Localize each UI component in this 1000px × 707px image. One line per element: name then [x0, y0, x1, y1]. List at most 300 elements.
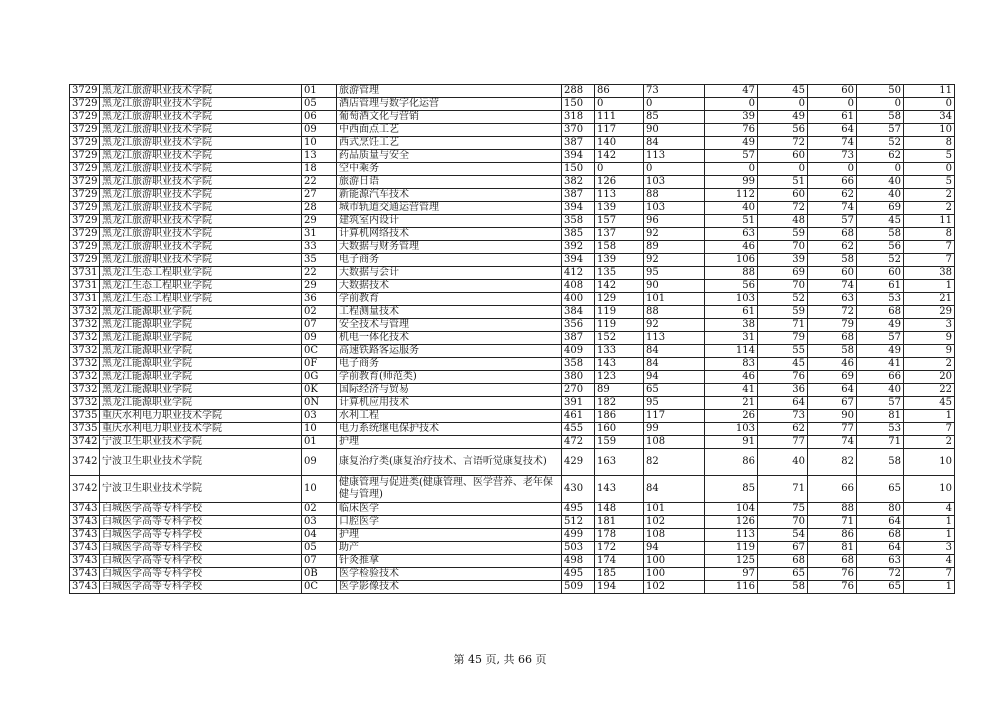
- total-score-cell: 384: [562, 306, 595, 319]
- school-name-cell: 白城医学高等专科学校: [100, 568, 302, 581]
- table-row: [70, 476, 955, 503]
- score-b-cell: 102: [644, 581, 705, 594]
- major-name-cell: 旅游管理: [337, 85, 562, 98]
- school-code-cell: 3743: [70, 542, 100, 555]
- score-c-cell: 91: [705, 436, 758, 449]
- major-code-cell: 10: [302, 476, 337, 503]
- major-code-cell: 0K: [302, 384, 337, 397]
- total-score-cell: 318: [562, 111, 595, 124]
- score-c-cell: 21: [705, 397, 758, 410]
- major-name-cell: 大数据与会计: [337, 267, 562, 280]
- table-row: [70, 189, 955, 202]
- score-b-cell: 0: [644, 98, 705, 111]
- major-name-cell: 葡萄酒文化与营销: [337, 111, 562, 124]
- count-cell: 5: [904, 150, 955, 163]
- table-row: [70, 384, 955, 397]
- table-row: [70, 228, 955, 241]
- score-e-cell: 63: [808, 293, 857, 306]
- major-code-cell: 07: [302, 555, 337, 568]
- score-b-cell: 94: [644, 371, 705, 384]
- school-code-cell: 3743: [70, 581, 100, 594]
- major-name-cell: 康复治疗类(康复治疗技术、言语听觉康复技术): [337, 449, 562, 476]
- score-e-cell: 62: [808, 189, 857, 202]
- table-row: [70, 410, 955, 423]
- score-c-cell: 57: [705, 150, 758, 163]
- total-score-cell: 358: [562, 215, 595, 228]
- score-a-cell: 186: [595, 410, 644, 423]
- school-code-cell: 3743: [70, 503, 100, 516]
- school-name-cell: 白城医学高等专科学校: [100, 581, 302, 594]
- count-cell: 10: [904, 449, 955, 476]
- major-code-cell: 07: [302, 319, 337, 332]
- score-b-cell: 65: [644, 384, 705, 397]
- total-score-cell: 455: [562, 423, 595, 436]
- score-f-cell: 57: [857, 124, 904, 137]
- major-name-cell: 电子商务: [337, 358, 562, 371]
- score-b-cell: 113: [644, 332, 705, 345]
- score-e-cell: 60: [808, 267, 857, 280]
- school-name-cell: 重庆水利电力职业技术学院: [100, 410, 302, 423]
- score-f-cell: 72: [857, 568, 904, 581]
- score-e-cell: 68: [808, 228, 857, 241]
- table-row: [70, 449, 955, 476]
- score-b-cell: 103: [644, 202, 705, 215]
- score-c-cell: 41: [705, 384, 758, 397]
- major-name-cell: 空中乘务: [337, 163, 562, 176]
- count-cell: 5: [904, 176, 955, 189]
- score-e-cell: 82: [808, 449, 857, 476]
- total-score-cell: 499: [562, 529, 595, 542]
- score-f-cell: 63: [857, 555, 904, 568]
- total-score-cell: 387: [562, 137, 595, 150]
- score-a-cell: 126: [595, 176, 644, 189]
- score-e-cell: 68: [808, 555, 857, 568]
- score-e-cell: 66: [808, 476, 857, 503]
- school-name-cell: 黑龙江能源职业学院: [100, 358, 302, 371]
- score-a-cell: 133: [595, 345, 644, 358]
- score-a-cell: 119: [595, 319, 644, 332]
- score-a-cell: 194: [595, 581, 644, 594]
- score-a-cell: 143: [595, 476, 644, 503]
- major-name-cell: 助产: [337, 542, 562, 555]
- score-b-cell: 100: [644, 555, 705, 568]
- score-c-cell: 51: [705, 215, 758, 228]
- score-c-cell: 125: [705, 555, 758, 568]
- score-c-cell: 0: [705, 98, 758, 111]
- score-d-cell: 70: [758, 516, 808, 529]
- score-a-cell: 178: [595, 529, 644, 542]
- score-c-cell: 31: [705, 332, 758, 345]
- major-code-cell: 31: [302, 228, 337, 241]
- school-code-cell: 3743: [70, 555, 100, 568]
- school-code-cell: 3729: [70, 98, 100, 111]
- score-e-cell: 64: [808, 384, 857, 397]
- score-e-cell: 57: [808, 215, 857, 228]
- school-code-cell: 3729: [70, 241, 100, 254]
- score-d-cell: 64: [758, 397, 808, 410]
- school-code-cell: 3732: [70, 384, 100, 397]
- score-f-cell: 0: [857, 98, 904, 111]
- major-name-cell: 学前教育: [337, 293, 562, 306]
- score-f-cell: 58: [857, 111, 904, 124]
- major-code-cell: 35: [302, 254, 337, 267]
- school-code-cell: 3732: [70, 345, 100, 358]
- total-score-cell: 150: [562, 98, 595, 111]
- score-b-cell: 95: [644, 397, 705, 410]
- table-row: [70, 241, 955, 254]
- score-a-cell: 152: [595, 332, 644, 345]
- score-a-cell: 117: [595, 124, 644, 137]
- school-code-cell: 3729: [70, 124, 100, 137]
- major-code-cell: 10: [302, 137, 337, 150]
- school-name-cell: 黑龙江旅游职业技术学院: [100, 111, 302, 124]
- score-c-cell: 97: [705, 568, 758, 581]
- school-name-cell: 黑龙江能源职业学院: [100, 384, 302, 397]
- school-name-cell: 宁波卫生职业技术学院: [100, 436, 302, 449]
- score-c-cell: 49: [705, 137, 758, 150]
- major-name-cell: 计算机网络技术: [337, 228, 562, 241]
- score-a-cell: 159: [595, 436, 644, 449]
- score-a-cell: 148: [595, 503, 644, 516]
- school-code-cell: 3731: [70, 293, 100, 306]
- count-cell: 20: [904, 371, 955, 384]
- score-a-cell: 172: [595, 542, 644, 555]
- score-f-cell: 64: [857, 516, 904, 529]
- score-c-cell: 99: [705, 176, 758, 189]
- school-code-cell: 3732: [70, 371, 100, 384]
- admission-score-table: [69, 84, 955, 594]
- total-score-cell: 150: [562, 163, 595, 176]
- score-b-cell: 108: [644, 529, 705, 542]
- score-a-cell: 143: [595, 358, 644, 371]
- score-d-cell: 62: [758, 423, 808, 436]
- score-b-cell: 84: [644, 476, 705, 503]
- total-score-cell: 385: [562, 228, 595, 241]
- score-e-cell: 58: [808, 254, 857, 267]
- score-a-cell: 123: [595, 371, 644, 384]
- table-row: [70, 124, 955, 137]
- score-d-cell: 54: [758, 529, 808, 542]
- score-d-cell: 40: [758, 449, 808, 476]
- score-f-cell: 53: [857, 293, 904, 306]
- score-e-cell: 77: [808, 423, 857, 436]
- score-d-cell: 45: [758, 85, 808, 98]
- score-c-cell: 86: [705, 449, 758, 476]
- score-d-cell: 76: [758, 371, 808, 384]
- score-c-cell: 114: [705, 345, 758, 358]
- score-e-cell: 68: [808, 332, 857, 345]
- score-f-cell: 57: [857, 332, 904, 345]
- school-name-cell: 黑龙江旅游职业技术学院: [100, 228, 302, 241]
- school-name-cell: 黑龙江能源职业学院: [100, 345, 302, 358]
- score-b-cell: 85: [644, 111, 705, 124]
- count-cell: 2: [904, 202, 955, 215]
- count-cell: 0: [904, 163, 955, 176]
- score-c-cell: 112: [705, 189, 758, 202]
- major-name-cell: 城市轨道交通运营管理: [337, 202, 562, 215]
- score-e-cell: 81: [808, 542, 857, 555]
- score-b-cell: 94: [644, 542, 705, 555]
- school-name-cell: 黑龙江生态工程职业学院: [100, 267, 302, 280]
- count-cell: 8: [904, 228, 955, 241]
- score-b-cell: 88: [644, 189, 705, 202]
- school-code-cell: 3729: [70, 202, 100, 215]
- score-d-cell: 70: [758, 280, 808, 293]
- score-a-cell: 135: [595, 267, 644, 280]
- count-cell: 0: [904, 98, 955, 111]
- score-c-cell: 83: [705, 358, 758, 371]
- major-name-cell: 学前教育(师范类): [337, 371, 562, 384]
- score-a-cell: 142: [595, 280, 644, 293]
- table-row: [70, 581, 955, 594]
- score-c-cell: 46: [705, 371, 758, 384]
- score-d-cell: 77: [758, 436, 808, 449]
- score-b-cell: 84: [644, 358, 705, 371]
- major-name-cell: 大数据技术: [337, 280, 562, 293]
- score-a-cell: 111: [595, 111, 644, 124]
- score-a-cell: 157: [595, 215, 644, 228]
- score-f-cell: 53: [857, 423, 904, 436]
- score-c-cell: 47: [705, 85, 758, 98]
- score-b-cell: 92: [644, 319, 705, 332]
- score-f-cell: 57: [857, 397, 904, 410]
- score-c-cell: 126: [705, 516, 758, 529]
- major-code-cell: 29: [302, 280, 337, 293]
- score-c-cell: 104: [705, 503, 758, 516]
- school-code-cell: 3732: [70, 306, 100, 319]
- score-a-cell: 163: [595, 449, 644, 476]
- major-name-cell: 药品质量与安全: [337, 150, 562, 163]
- school-name-cell: 白城医学高等专科学校: [100, 542, 302, 555]
- score-c-cell: 56: [705, 280, 758, 293]
- total-score-cell: 512: [562, 516, 595, 529]
- table-row: [70, 202, 955, 215]
- major-code-cell: 0N: [302, 397, 337, 410]
- score-f-cell: 49: [857, 319, 904, 332]
- score-a-cell: 182: [595, 397, 644, 410]
- major-code-cell: 01: [302, 85, 337, 98]
- score-b-cell: 108: [644, 436, 705, 449]
- table-row: [70, 293, 955, 306]
- total-score-cell: 409: [562, 345, 595, 358]
- score-b-cell: 113: [644, 150, 705, 163]
- table-row: [70, 423, 955, 436]
- major-code-cell: 36: [302, 293, 337, 306]
- table-row: [70, 568, 955, 581]
- count-cell: 11: [904, 85, 955, 98]
- score-e-cell: 79: [808, 319, 857, 332]
- major-code-cell: 05: [302, 98, 337, 111]
- score-f-cell: 45: [857, 215, 904, 228]
- score-f-cell: 58: [857, 228, 904, 241]
- score-c-cell: 113: [705, 529, 758, 542]
- score-c-cell: 0: [705, 163, 758, 176]
- score-a-cell: 139: [595, 254, 644, 267]
- major-code-cell: 02: [302, 306, 337, 319]
- score-c-cell: 61: [705, 306, 758, 319]
- count-cell: 2: [904, 358, 955, 371]
- score-b-cell: 99: [644, 423, 705, 436]
- school-code-cell: 3735: [70, 423, 100, 436]
- score-d-cell: 51: [758, 176, 808, 189]
- score-c-cell: 38: [705, 319, 758, 332]
- major-name-cell: 护理: [337, 436, 562, 449]
- page-footer: 第 45 页, 共 66 页: [453, 653, 547, 666]
- major-code-cell: 29: [302, 215, 337, 228]
- score-b-cell: 92: [644, 228, 705, 241]
- count-cell: 8: [904, 137, 955, 150]
- school-code-cell: 3729: [70, 85, 100, 98]
- major-code-cell: 13: [302, 150, 337, 163]
- score-f-cell: 81: [857, 410, 904, 423]
- count-cell: 2: [904, 189, 955, 202]
- major-name-cell: 电子商务: [337, 254, 562, 267]
- score-f-cell: 61: [857, 280, 904, 293]
- count-cell: 10: [904, 124, 955, 137]
- count-cell: 7: [904, 568, 955, 581]
- score-e-cell: 74: [808, 137, 857, 150]
- count-cell: 3: [904, 319, 955, 332]
- score-b-cell: 82: [644, 449, 705, 476]
- school-name-cell: 白城医学高等专科学校: [100, 555, 302, 568]
- score-e-cell: 67: [808, 397, 857, 410]
- score-d-cell: 60: [758, 189, 808, 202]
- score-c-cell: 46: [705, 241, 758, 254]
- score-e-cell: 74: [808, 280, 857, 293]
- score-e-cell: 61: [808, 111, 857, 124]
- major-name-cell: 西式烹饪工艺: [337, 137, 562, 150]
- school-name-cell: 黑龙江旅游职业技术学院: [100, 150, 302, 163]
- school-name-cell: 黑龙江旅游职业技术学院: [100, 137, 302, 150]
- score-b-cell: 90: [644, 124, 705, 137]
- score-d-cell: 45: [758, 358, 808, 371]
- major-name-cell: 高速铁路客运服务: [337, 345, 562, 358]
- major-name-cell: 计算机应用技术: [337, 397, 562, 410]
- school-code-cell: 3732: [70, 397, 100, 410]
- total-score-cell: 382: [562, 176, 595, 189]
- score-f-cell: 49: [857, 345, 904, 358]
- score-e-cell: 66: [808, 176, 857, 189]
- school-code-cell: 3742: [70, 436, 100, 449]
- score-b-cell: 89: [644, 241, 705, 254]
- total-score-cell: 503: [562, 542, 595, 555]
- school-code-cell: 3729: [70, 137, 100, 150]
- score-e-cell: 64: [808, 124, 857, 137]
- major-code-cell: 05: [302, 542, 337, 555]
- score-e-cell: 74: [808, 436, 857, 449]
- school-code-cell: 3729: [70, 215, 100, 228]
- total-score-cell: 358: [562, 358, 595, 371]
- score-f-cell: 60: [857, 267, 904, 280]
- score-c-cell: 119: [705, 542, 758, 555]
- major-name-cell: 口腔医学: [337, 516, 562, 529]
- major-name-cell: 中西面点工艺: [337, 124, 562, 137]
- score-c-cell: 39: [705, 111, 758, 124]
- score-a-cell: 137: [595, 228, 644, 241]
- count-cell: 34: [904, 111, 955, 124]
- school-name-cell: 黑龙江能源职业学院: [100, 306, 302, 319]
- school-code-cell: 3731: [70, 280, 100, 293]
- score-f-cell: 65: [857, 476, 904, 503]
- major-name-cell: 新能源汽车技术: [337, 189, 562, 202]
- table-row: [70, 254, 955, 267]
- count-cell: 22: [904, 384, 955, 397]
- score-e-cell: 71: [808, 516, 857, 529]
- major-code-cell: 0C: [302, 345, 337, 358]
- score-f-cell: 52: [857, 254, 904, 267]
- score-e-cell: 86: [808, 529, 857, 542]
- table-row: [70, 397, 955, 410]
- score-f-cell: 65: [857, 581, 904, 594]
- school-name-cell: 黑龙江旅游职业技术学院: [100, 202, 302, 215]
- total-score-cell: 509: [562, 581, 595, 594]
- school-code-cell: 3743: [70, 516, 100, 529]
- count-cell: 1: [904, 516, 955, 529]
- count-cell: 9: [904, 332, 955, 345]
- school-name-cell: 黑龙江生态工程职业学院: [100, 293, 302, 306]
- score-d-cell: 68: [758, 555, 808, 568]
- score-b-cell: 84: [644, 345, 705, 358]
- total-score-cell: 370: [562, 124, 595, 137]
- score-e-cell: 62: [808, 241, 857, 254]
- score-b-cell: 101: [644, 293, 705, 306]
- score-a-cell: 119: [595, 306, 644, 319]
- school-name-cell: 黑龙江能源职业学院: [100, 332, 302, 345]
- major-name-cell: 临床医学: [337, 503, 562, 516]
- score-b-cell: 101: [644, 503, 705, 516]
- score-d-cell: 0: [758, 98, 808, 111]
- school-name-cell: 黑龙江旅游职业技术学院: [100, 124, 302, 137]
- score-e-cell: 76: [808, 581, 857, 594]
- total-score-cell: 288: [562, 85, 595, 98]
- score-d-cell: 49: [758, 111, 808, 124]
- total-score-cell: 356: [562, 319, 595, 332]
- school-code-cell: 3729: [70, 189, 100, 202]
- score-f-cell: 0: [857, 163, 904, 176]
- score-d-cell: 0: [758, 163, 808, 176]
- score-c-cell: 26: [705, 410, 758, 423]
- total-score-cell: 394: [562, 202, 595, 215]
- total-score-cell: 392: [562, 241, 595, 254]
- score-a-cell: 140: [595, 137, 644, 150]
- major-code-cell: 27: [302, 189, 337, 202]
- major-name-cell: 针灸推拿: [337, 555, 562, 568]
- score-a-cell: 185: [595, 568, 644, 581]
- major-code-cell: 10: [302, 423, 337, 436]
- total-score-cell: 400: [562, 293, 595, 306]
- table-row: [70, 85, 955, 98]
- score-f-cell: 68: [857, 306, 904, 319]
- count-cell: 1: [904, 280, 955, 293]
- table-row: [70, 345, 955, 358]
- count-cell: 1: [904, 529, 955, 542]
- score-f-cell: 64: [857, 542, 904, 555]
- score-e-cell: 74: [808, 202, 857, 215]
- score-f-cell: 50: [857, 85, 904, 98]
- table-row: [70, 111, 955, 124]
- count-cell: 11: [904, 215, 955, 228]
- score-c-cell: 85: [705, 476, 758, 503]
- score-d-cell: 58: [758, 581, 808, 594]
- total-score-cell: 408: [562, 280, 595, 293]
- score-c-cell: 103: [705, 293, 758, 306]
- score-f-cell: 52: [857, 137, 904, 150]
- score-c-cell: 40: [705, 202, 758, 215]
- table-row: [70, 358, 955, 371]
- score-a-cell: 113: [595, 189, 644, 202]
- major-code-cell: 01: [302, 436, 337, 449]
- score-f-cell: 68: [857, 529, 904, 542]
